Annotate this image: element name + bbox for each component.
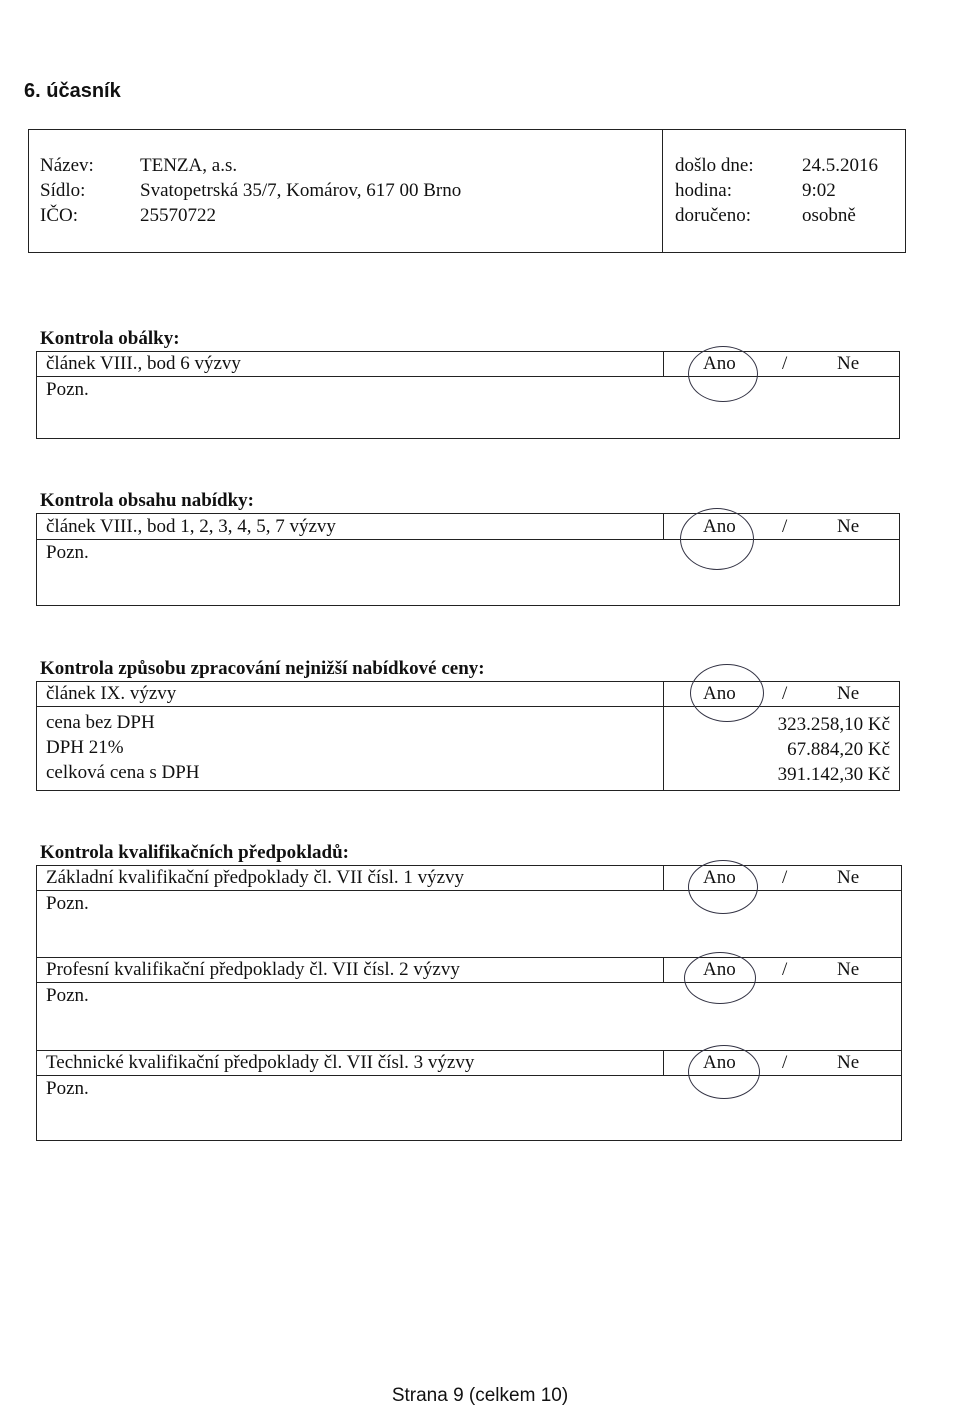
received-time: 9:02 xyxy=(802,180,836,201)
professional-ano: Ano xyxy=(703,959,736,980)
company-name: TENZA, a.s. xyxy=(140,155,238,176)
address-label: Sídlo: xyxy=(40,180,86,201)
basic-ne: Ne xyxy=(837,867,860,888)
envelope-row-line xyxy=(36,376,900,377)
qualification-box xyxy=(36,865,902,1141)
name-label: Název: xyxy=(40,155,94,176)
content-ne: Ne xyxy=(837,516,860,537)
content-pozn: Pozn. xyxy=(46,542,89,563)
content-slash: / xyxy=(782,516,788,537)
received-date-label: došlo dne: xyxy=(675,155,754,176)
envelope-slash: / xyxy=(782,353,788,374)
professional-row-line xyxy=(36,982,902,983)
content-col-line xyxy=(663,513,664,539)
basic-col-line xyxy=(663,865,664,890)
section-title: 6. účasník xyxy=(24,80,121,102)
envelope-heading: Kontrola obálky: xyxy=(40,328,180,349)
professional-slash: / xyxy=(782,959,788,980)
received-time-label: hodina: xyxy=(675,180,732,201)
envelope-ano: Ano xyxy=(703,353,736,374)
price-heading: Kontrola způsobu zpracování nejnižší nabídkové ceny: xyxy=(40,658,485,679)
price-total-label: celková cena s DPH xyxy=(46,762,200,783)
bidder-box-divider xyxy=(662,129,663,253)
price-total-value: 391.142,30 Kč xyxy=(777,764,890,785)
price-ano: Ano xyxy=(703,683,736,704)
basic-slash: / xyxy=(782,867,788,888)
page-footer: Strana 9 (celkem 10) xyxy=(391,1385,569,1406)
envelope-pozn: Pozn. xyxy=(46,379,89,400)
technical-ano: Ano xyxy=(703,1052,736,1073)
price-ne: Ne xyxy=(837,683,860,704)
technical-slash: / xyxy=(782,1052,788,1073)
professional-ne: Ne xyxy=(837,959,860,980)
basic-row-line xyxy=(36,890,902,891)
envelope-col-line xyxy=(663,351,664,376)
price-slash: / xyxy=(782,683,788,704)
basic-qualification-item: Základní kvalifikační předpoklady čl. VII čísl. 1 výzvy xyxy=(46,867,465,888)
price-net-value: 323.258,10 Kč xyxy=(777,714,890,735)
technical-col-line xyxy=(663,1050,664,1075)
content-row-line xyxy=(36,539,900,540)
technical-top-line xyxy=(36,1050,902,1051)
received-date: 24.5.2016 xyxy=(802,155,878,176)
content-item: článek VIII., bod 1, 2, 3, 4, 5, 7 výzvy xyxy=(46,516,336,537)
professional-pozn: Pozn. xyxy=(46,985,89,1006)
content-ano: Ano xyxy=(703,516,736,537)
ico-label: IČO: xyxy=(40,205,78,226)
delivery-method: osobně xyxy=(802,205,856,226)
basic-pozn: Pozn. xyxy=(46,893,89,914)
envelope-ne: Ne xyxy=(837,353,860,374)
technical-pozn: Pozn. xyxy=(46,1078,89,1099)
company-address: Svatopetrská 35/7, Komárov, 617 00 Brno xyxy=(140,180,462,201)
professional-col-line xyxy=(663,957,664,982)
price-row-line xyxy=(36,706,900,707)
professional-top-line xyxy=(36,957,902,958)
envelope-item: článek VIII., bod 6 výzvy xyxy=(46,353,241,374)
delivery-label: doručeno: xyxy=(675,205,751,226)
price-vat-value: 67.884,20 Kč xyxy=(787,739,890,760)
price-vat-label: DPH 21% xyxy=(46,737,124,758)
price-col-line xyxy=(663,681,664,791)
technical-ne: Ne xyxy=(837,1052,860,1073)
professional-qualification-item: Profesní kvalifikační předpoklady čl. VII čísl. 2 výzvy xyxy=(46,959,460,980)
qualification-heading: Kontrola kvalifikačních předpokladů: xyxy=(40,842,349,863)
content-heading: Kontrola obsahu nabídky: xyxy=(40,490,255,511)
technical-qualification-item: Technické kvalifikační předpoklady čl. VII čísl. 3 výzvy xyxy=(46,1052,475,1073)
basic-ano: Ano xyxy=(703,867,736,888)
technical-row-line xyxy=(36,1075,902,1076)
price-net-label: cena bez DPH xyxy=(46,712,155,733)
price-item: článek IX. výzvy xyxy=(46,683,177,704)
company-ico: 25570722 xyxy=(140,205,216,226)
